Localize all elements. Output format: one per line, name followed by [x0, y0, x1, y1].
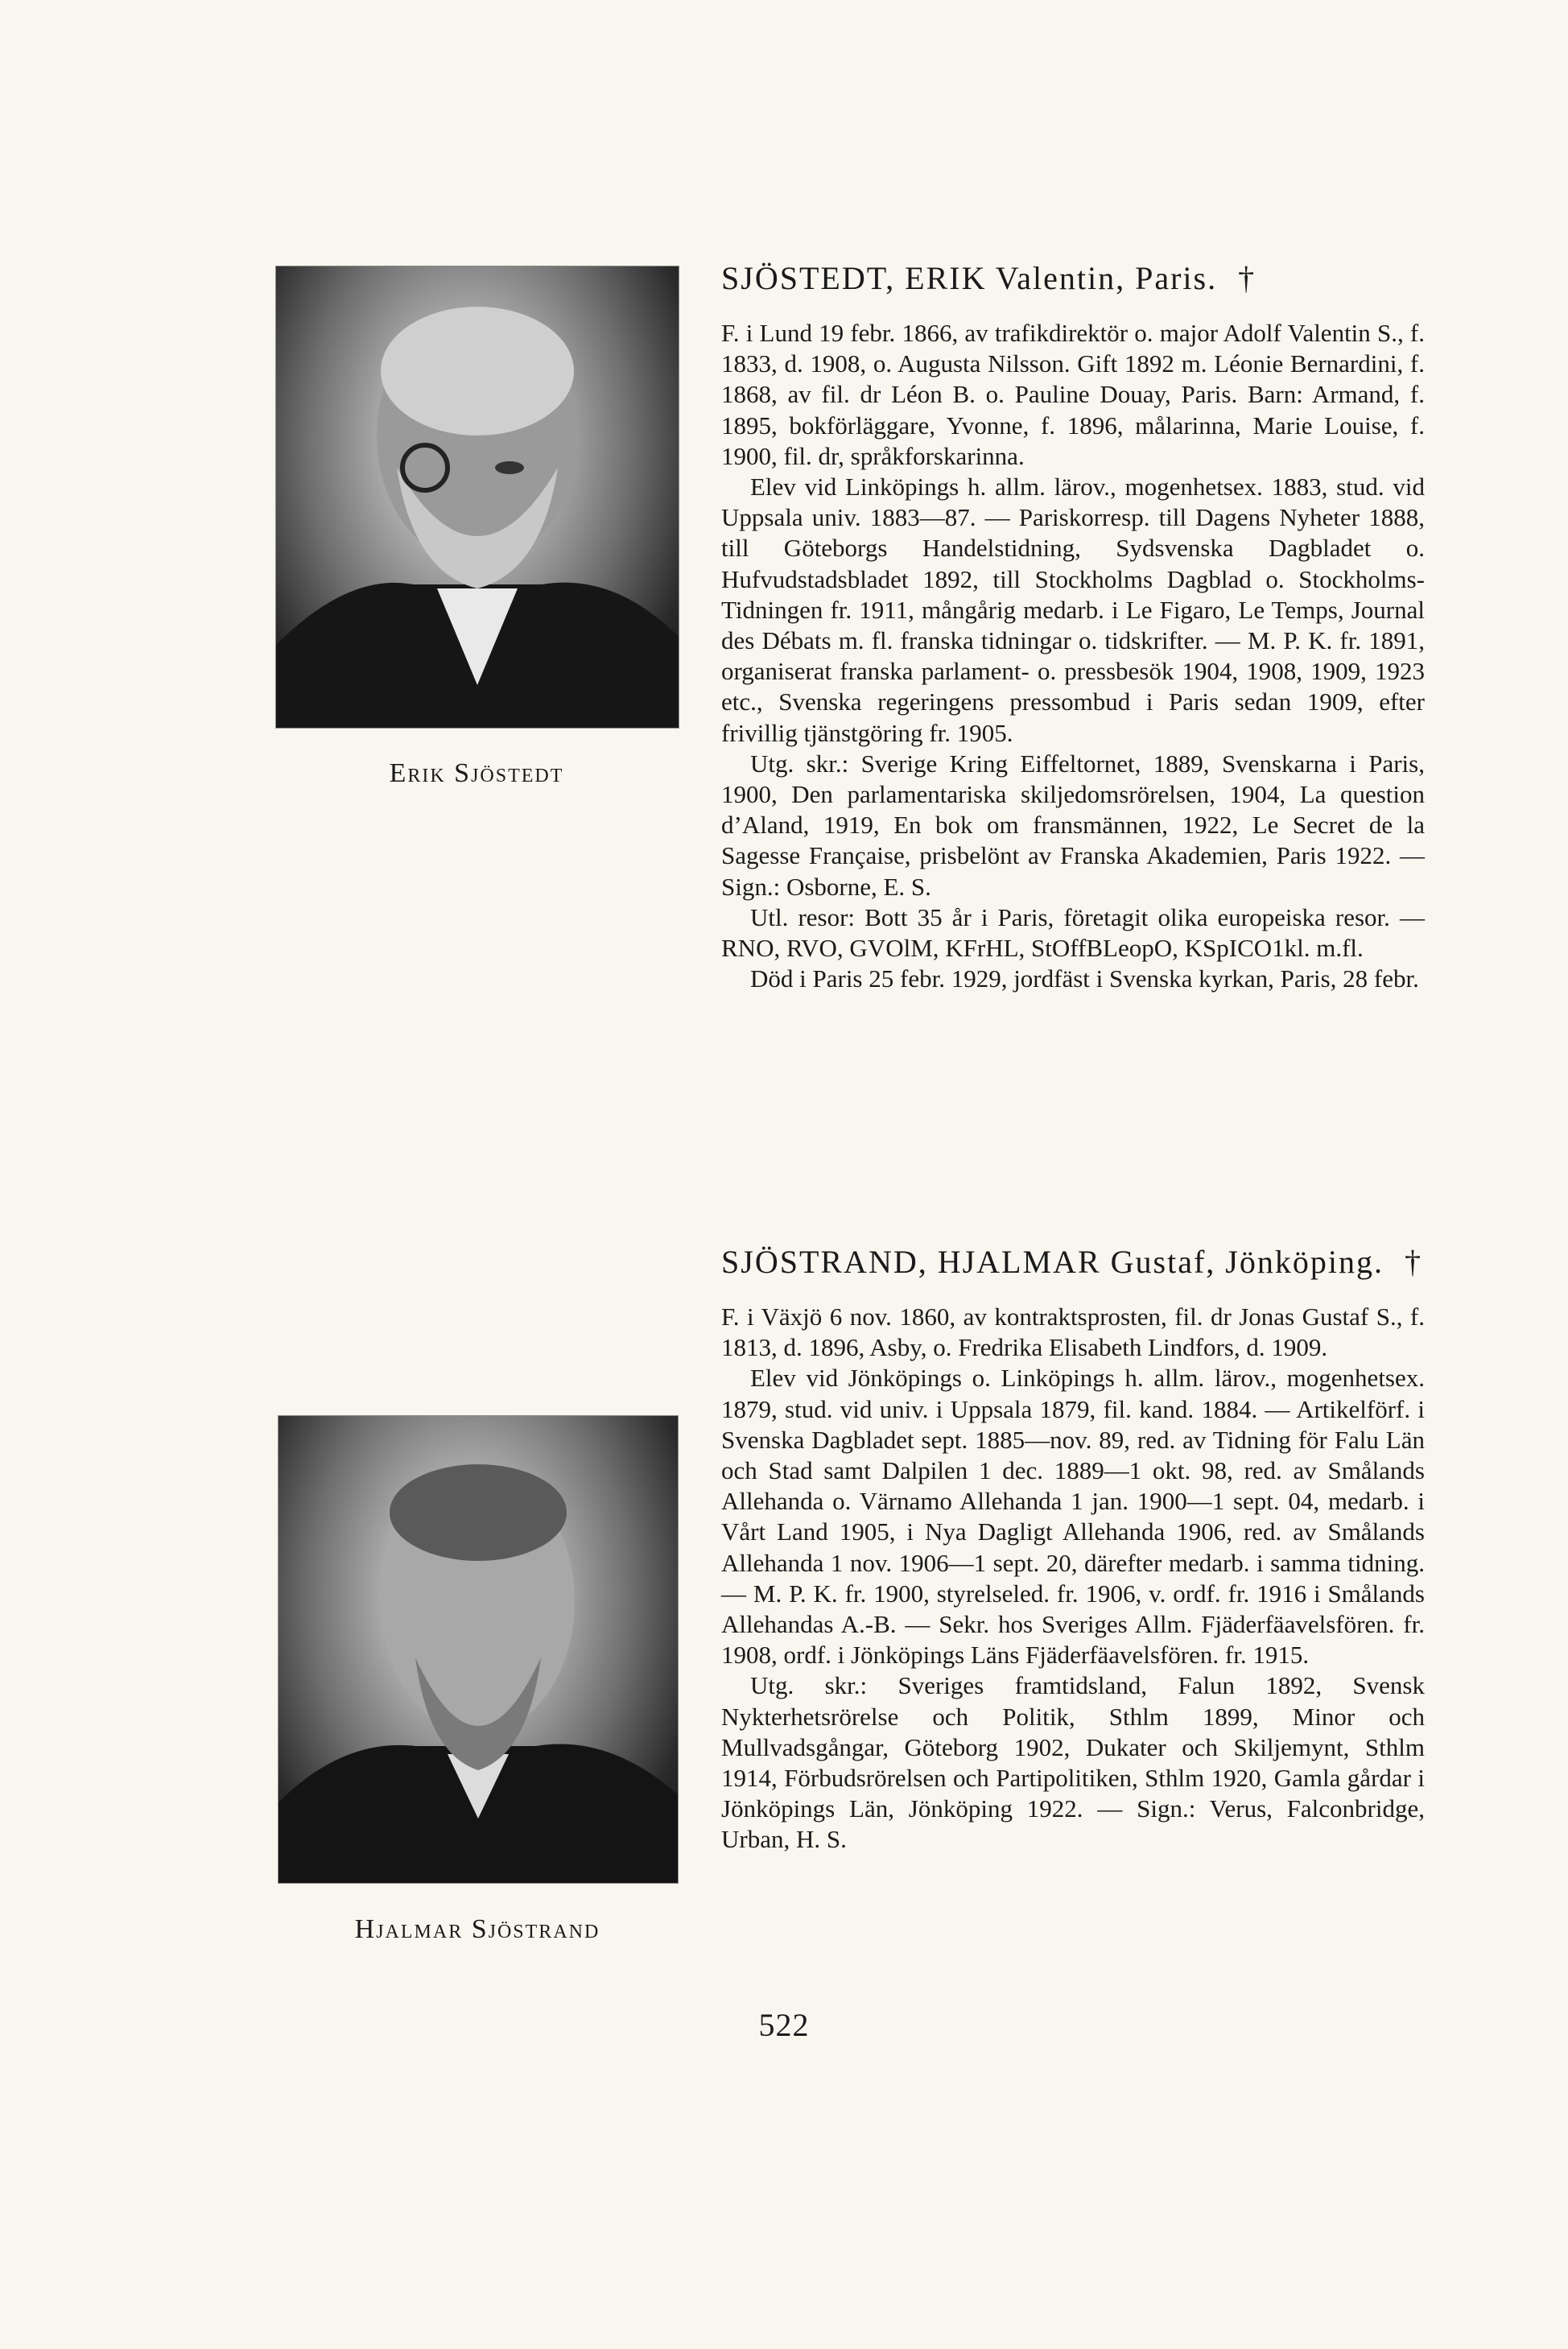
- portrait-illustration: [279, 1416, 678, 1883]
- entry-body: [721, 318, 1425, 994]
- paragraph-publications: Utg. skr.: Sverige Kring Eiffeltornet, 1889, Svenskarna i Paris, 1900, Den parlamentariska skiljedomsrörelsen, 1904, La question d’Aland, 1919, En bok om fransmännen, 1922, Le Secret de la Sagesse Française, prisbelönt av Franska Akademien, Paris 1922. — Sign.: Osborne, E. S.: [721, 749, 1425, 901]
- portrait-illustration: [276, 266, 679, 728]
- heading-surname: SJÖSTRAND, HJALMAR: [721, 1244, 1101, 1280]
- deceased-dagger-mark: †: [1238, 260, 1256, 296]
- entry-heading: [721, 1243, 1422, 1281]
- paragraph-death: Död i Paris 25 febr. 1929, jordfäst i Svenska kyrkan, Paris, 28 febr.: [750, 964, 1419, 993]
- page-number: 522: [758, 2007, 810, 2043]
- heading-surname: SJÖSTEDT, ERIK: [721, 260, 987, 296]
- portrait-photo-hjalmar-sjostrand: [278, 1415, 679, 1884]
- entry-body: [721, 1302, 1425, 1856]
- entry-heading: [721, 259, 1256, 297]
- paragraph-travel: Utl. resor: Bott 35 år i Paris, företagit olika europeiska resor. — RNO, RVO, GVOlM, KFrHL, StOffBLeopO, KSpICO1kl. m.fl.: [721, 902, 1425, 963]
- paragraph-career: Elev vid Jönköpings o. Linköpings h. allm. lärov., mogenhetsex. 1879, stud. vid univ. i Uppsala 1879, fil. kand. 1884. — Artikelförf. i Svenska Dagbladet sept. 1885—nov. 89, red. av Tidning för Falu Län och Stad samt Dalpilen 1 dec. 1889—1 okt. 98, red. av Smålands Allehanda o. Värnamo Allehanda 1 jan. 1900—1 sept. 04, medarb. i Vårt Land 1905, i Nya Dagligt Allehanda 1906, red. av Smålands Allehanda 1 nov. 1906—1 sept. 20, därefter medarb. i samma tidning. — M. P. K. fr. 1900, styrelseled. fr. 1906, v. ordf. fr. 1916 i Smålands Allehandas A.-B. — Sekr. hos Sveriges Allm. Fjäderfäavelsfören. fr. 1908, ordf. i Jönköpings Läns Fjäderfäavelsfören. fr. 1915.: [721, 1364, 1425, 1670]
- portrait-caption: Hjalmar Sjöstrand: [354, 1914, 600, 1944]
- paragraph-publications: Utg. skr.: Sveriges framtidsland, Falun 1892, Svensk Nykterhetsrörelse och Politik, Sthlm 1899, Minor och Mullvadsgångar, Göteborg 1902, Dukater och Skiljemynt, Sthlm 1914, Förbudsrörelsen och Partipolitiken, Sthlm 1920, Gamla gårdar i Jönköpings Län, Jönköping 1922. — Sign.: Verus, Falconbridge, Urban, H. S.: [721, 1671, 1425, 1854]
- portrait-photo-erik-sjostedt: [275, 266, 679, 729]
- heading-given-names: Gustaf, Jönköping.: [1110, 1244, 1384, 1280]
- paragraph-birth: F. i Lund 19 febr. 1866, av trafikdirektör o. major Adolf Valentin S., f. 1833, d. 1908, o. Augusta Nilsson. Gift 1892 m. Léonie Bernardini, f. 1868, av fil. dr Léon B. o. Pauline Douay, Paris. Barn: Armand, f. 1895, bokförläggare, Yvonne, f. 1896, målarinna, Marie Louise, f. 1900, fil. dr, språkforskarinna.: [721, 319, 1425, 470]
- paragraph-career: Elev vid Linköpings h. allm. lärov., mogenhetsex. 1883, stud. vid Uppsala univ. 1883—87. — Pariskorresp. till Dagens Nyheter 1888, till Göteborgs Handelstidning, Sydsvenska Dagbladet o. Hufvudstadsbladet 1892, till Stockholms Dagblad o. Stockholms-Tidningen fr. 1911, mångårig medarb. i Le Figaro, Le Temps, Journal des Débats m. fl. franska tidningar o. tidskrifter. — M. P. K. fr. 1891, organiserat franska parlament- o. pressbesök 1904, 1908, 1909, 1923 etc., Svenska regeringens pressombud i Paris sedan 1909, efter frivillig tjänstgöring fr. 1905.: [721, 473, 1425, 747]
- heading-given-names: Valentin, Paris.: [995, 260, 1218, 296]
- paragraph-birth: F. i Växjö 6 nov. 1860, av kontraktsprosten, fil. dr Jonas Gustaf S., f. 1813, d. 1896, Asby, o. Fredrika Elisabeth Lindfors, d. 1909.: [721, 1302, 1425, 1362]
- portrait-caption: Erik Sjöstedt: [389, 758, 564, 788]
- deceased-dagger-mark: †: [1404, 1244, 1422, 1280]
